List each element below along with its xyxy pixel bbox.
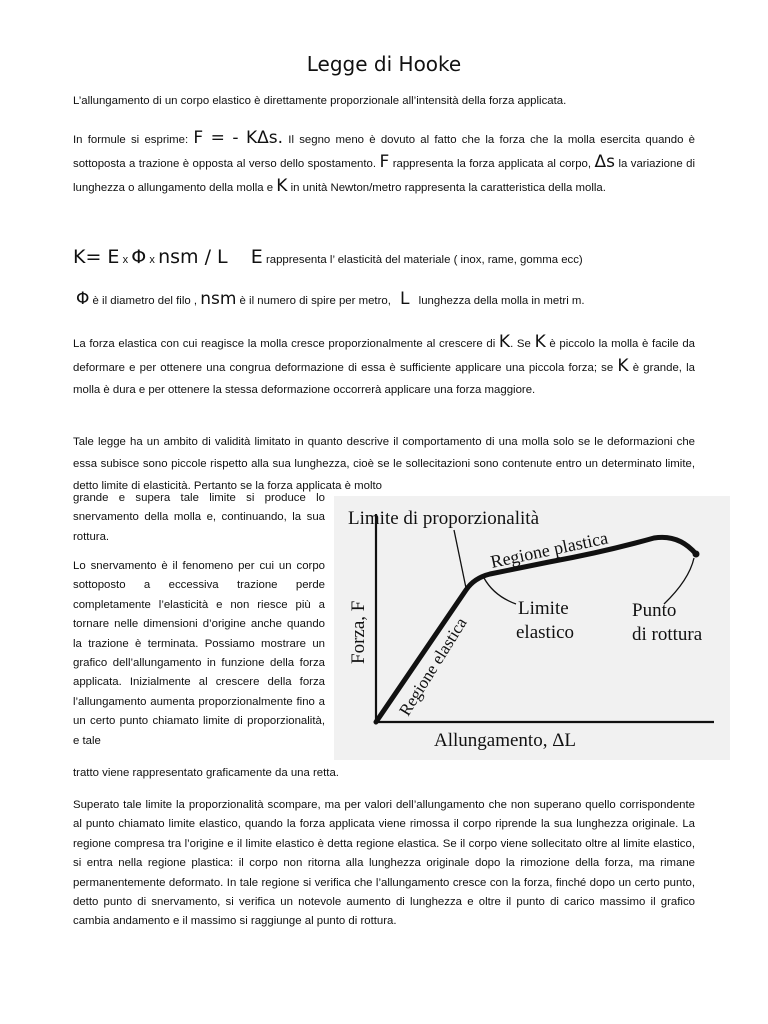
label-elastic-limit-2: elastico — [516, 622, 575, 643]
y-axis-label: Forza, F — [348, 600, 369, 664]
p2-text-1: In formule si esprime: — [73, 134, 194, 146]
label-elastic-region: Regione elastica — [395, 614, 471, 720]
paragraph-definition: L’allungamento di un corpo elastico è direttamente proporzionale all’intensità della forza applicata. — [73, 95, 567, 107]
label-breaking-point-2: di rottura — [632, 624, 703, 645]
def-nsm: nsm — [200, 289, 237, 309]
paragraph-validity: Tale legge ha un ambito di validità limitato in quanto descrive il comportamento di una molla solo se le deformazioni che essa subisce sono piccole rispetto alla sua lunghezza, cioè se le sollecitazioni sono contenute entro un determinato limite, detto limite di elasticità. Pertanto se la forza applicata è molto — [73, 436, 695, 492]
def-text-3: lunghezza della molla in metri m. — [415, 295, 585, 307]
label-proportionality-limit: Limite di proporzionalità — [348, 508, 540, 529]
def-phi: Φ — [76, 289, 90, 309]
p3-text-3: è piccolo la molla è facile da deformare e per ottenere una congrua deformazione di essa è sufficiente applicare una piccola forza; se — [73, 338, 695, 374]
formula-times-1: x — [122, 254, 129, 266]
p3-text-2: . Se — [510, 338, 535, 350]
formula-times-2: x — [149, 254, 155, 266]
p3-text-4: è grande, la molla è dura e per ottenere la stessa deformazione occorrerà applicare una forza maggiore. — [73, 362, 696, 396]
definitions-line — [76, 289, 698, 309]
breaking-point-marker — [693, 551, 700, 558]
label-plastic-region: Regione plastica — [488, 527, 610, 572]
symbol-k: K — [276, 176, 288, 196]
symbol-f: F — [379, 152, 390, 172]
stress-strain-graph — [334, 496, 730, 760]
p3-k-3: K — [617, 356, 629, 376]
p2-text-2: Il segno meno è dovuto al fatto che la forza che la molla esercita quando è sottoposta a trazione è opposta al verso dello spostamento. — [73, 134, 696, 170]
symbol-delta-s: Δs — [594, 152, 615, 172]
label-breaking-point-1: Punto — [632, 600, 677, 621]
p2-text-5: in unità Newton/metro rappresenta la caratteristica della molla. — [287, 182, 606, 194]
def-l: L — [400, 289, 410, 309]
p3-k-1: K — [498, 332, 511, 352]
paragraph-plastic-region: Superato tale limite la proporzionalità scompare, ma per valori dell’allungamento che non superano quello corrispondente al punto chiamato limite elastico, quando la forza applicata viene rimossa il corpo riprende la sua lunghezza originale. La regione compresa tra l’origine e il limite elastico è detta regione elastica. Se il corpo viene sollecitato oltre al limite elastico, si entra nella regione plastica: il corpo non ritorna alla lunghezza originale dopo la rimozione della forza, ma rimane permanentemente deformato. In tale regione si verifica che l’allungamento cresce con la forza, finché dopo un certo punto, detto punto di snervamento, si verifica un notevole aumento di lunghezza e oltre il punto di carico massimo il grafico cambia andamento e il massimo si raggiunge al punto di rottura. — [73, 799, 695, 928]
def-text-2: è il numero di spire per metro, — [236, 295, 395, 307]
formula-k-lhs: K= E — [73, 246, 120, 268]
formula-e-description: rappresenta l’ elasticità del materiale ( inox, rame, gomma ecc) — [265, 254, 583, 266]
pointer-elastic-limit — [484, 578, 516, 604]
page-title: Legge di Hooke — [306, 52, 462, 76]
paragraph-snervamento: Lo snervamento è il fenomeno per cui un corpo sottoposto a eccessiva trazione perde completamente l’elasticità e non riesce più a tornare nelle dimensioni d’origine anche quando la trazione è terminata. Possiamo mostrare un grafico dell’allungamento in funzione della forza applicata. Inizialmente al crescere della forza l’allungamento aumenta proporzionalmente fino a un certo punto chiamato limite di proporzionalità, e tale — [73, 560, 325, 747]
x-axis-label: Allungamento, ΔL — [434, 730, 577, 751]
label-elastic-limit-1: Limite — [518, 598, 569, 619]
formula-rest: nsm / L — [158, 246, 228, 268]
pointer-proportionality — [454, 530, 466, 588]
paragraph-formula — [73, 127, 695, 199]
formula-k — [73, 246, 695, 268]
pointer-breaking-point — [664, 558, 694, 604]
formula-phi: Φ — [131, 246, 147, 268]
formula-hooke: F = - KΔs. — [193, 128, 284, 148]
p3-text-1: La forza elastica con cui reagisce la molla cresce proporzionalmente al crescere di — [73, 338, 499, 350]
def-text-1: è il diametro del filo , — [89, 295, 201, 307]
p3-k-2: K — [534, 332, 546, 352]
paragraph-snervamento-end: tratto viene rappresentato graficamente da una retta. — [73, 767, 339, 779]
formula-e: E — [250, 246, 263, 268]
graph-svg — [334, 496, 730, 760]
paragraph-force-k — [73, 331, 695, 401]
p2-text-4: la variazione di lunghezza o allungamento della molla e — [73, 158, 695, 194]
paragraph-validity-continued: grande e supera tale limite si produce lo snervamento della molla e, continuando, la sua rottura. — [73, 492, 325, 543]
p2-text-3: rappresenta la forza applicata al corpo, — [389, 158, 595, 170]
